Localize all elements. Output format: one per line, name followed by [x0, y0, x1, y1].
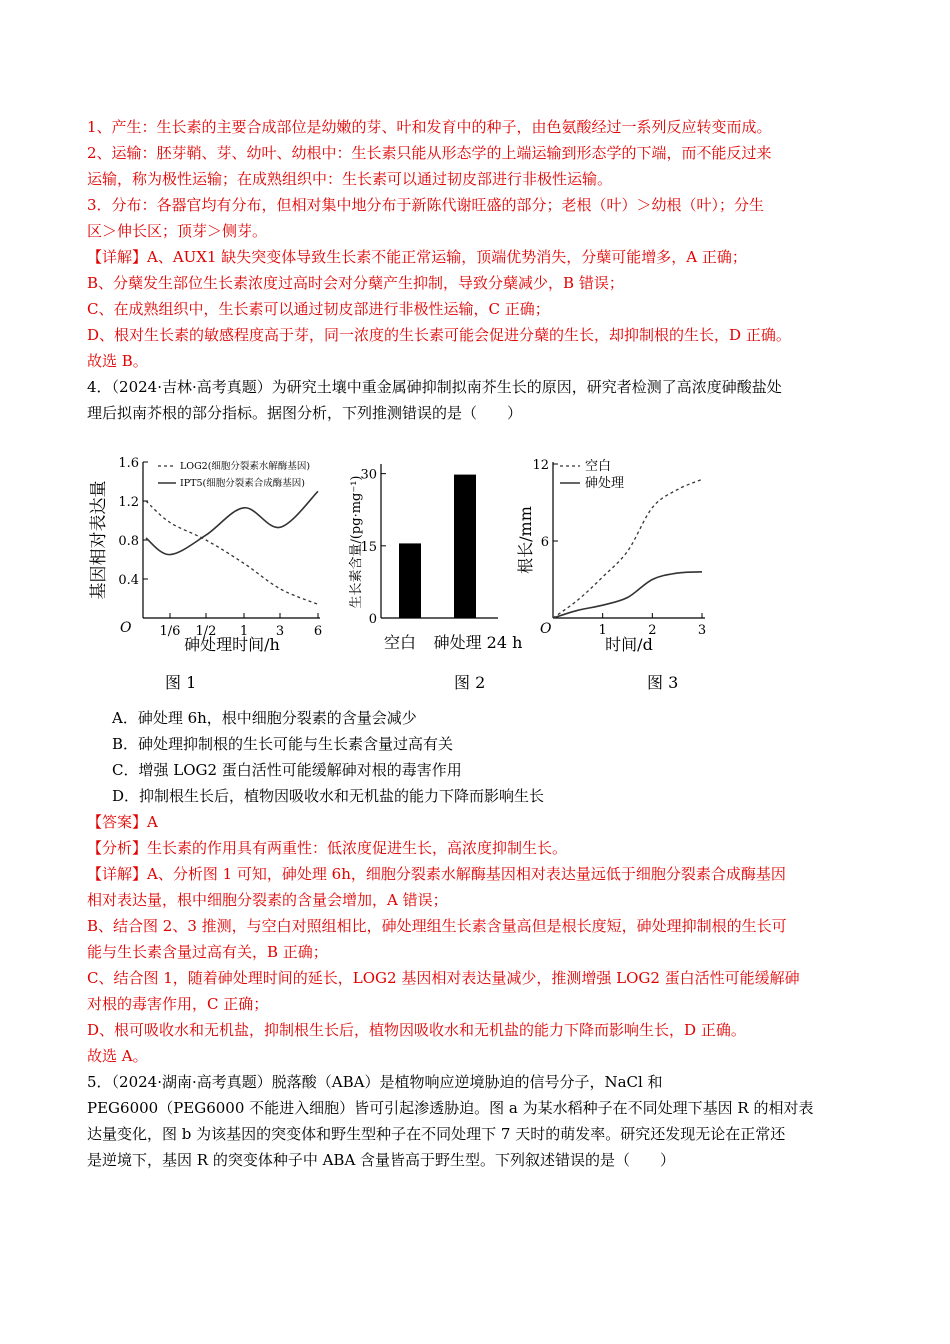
fig2-ylabel: 生长素含量/(pg·mg⁻¹): [349, 475, 364, 609]
fig2-cat-blank: 空白: [383, 633, 417, 652]
legend-log2: LOG2(细胞分裂素水解酶基因): [180, 461, 311, 472]
fig3-ytick-label: 12: [532, 458, 549, 473]
fig1-xtick-label: 1: [239, 624, 249, 639]
fig3-xtick-label: 3: [697, 623, 707, 638]
fig2-ytick-label: 0: [368, 612, 377, 627]
fig3-xlabel: 时间/d: [605, 635, 653, 654]
question-5-stem: PEG6000（PEG6000 不能进入细胞）皆可引起渗透胁迫。图 a 为某水稻种子在不同处理下基因 R 的相对表: [87, 1099, 814, 1117]
fig1-xlabel: 砷处理时间/h: [184, 635, 280, 654]
detail-line: C、结合图 1，随着砷处理时间的延长，LOG2 基因相对表达量减少，推测增强 LOG2 蛋白活性可能缓解砷: [87, 969, 800, 987]
detail-line: B、结合图 2、3 推测，与空白对照组相比，砷处理组生长素含量高但是根长度短，砷处理抑制根的生长可: [87, 917, 787, 935]
ipt5-line: [146, 491, 318, 554]
fig1-caption: 图 1: [165, 673, 197, 692]
fig1-origin: O: [120, 620, 132, 636]
intro-knowledge: [87, 114, 862, 426]
detail-line: 【详解】A、AUX1 缺失突变体导致生长素不能正常运输，顶端优势消失，分蘖可能增多，A 正确；: [87, 248, 747, 266]
intro-line: 1、产生：生长素的主要合成部位是幼嫩的芽、叶和发育中的种子，由色氨酸经过一系列反应转变而成。: [87, 118, 772, 136]
bar-arsenic: [454, 475, 476, 618]
option-c[interactable]: C．增强 LOG2 蛋白活性可能缓解砷对根的毒害作用: [112, 761, 462, 779]
analysis: 【分析】生长素的作用具有两重性：低浓度促进生长，高浓度抑制生长。: [87, 839, 568, 857]
figure-3: [516, 458, 706, 692]
legend-blank: 空白: [585, 459, 612, 474]
fig1-ylabel: 基因相对表达量: [89, 480, 109, 600]
intro-line: 3．分布：各器官均有分布，但相对集中地分布于新陈代谢旺盛的部分；老根（叶）＞幼根（叶）；分生: [87, 196, 765, 214]
fig3-ytick-label: 6: [540, 535, 549, 550]
intro-line: 区＞伸长区；顶芽＞侧芽。: [87, 222, 268, 240]
detail-line: B、分蘖发生部位生长素浓度过高时会对分蘖产生抑制，导致分蘖减少，B 错误；: [87, 274, 624, 292]
detail-line: D、根可吸收水和无机盐，抑制根生长后，植物因吸收水和无机盐的能力下降而影响生长，D 正确。: [87, 1021, 746, 1039]
answer: 【答案】A: [87, 813, 158, 831]
fig1-xtick-label: 1/2: [195, 624, 217, 639]
question-4-figures: [89, 450, 718, 700]
detail-line: 【详解】A、分析图 1 可知，砷处理 6h，细胞分裂素水解酶基因相对表达量远低于细胞分裂素合成酶基因: [87, 865, 786, 883]
fig3-xtick-label: 1: [598, 623, 607, 638]
question-4-body: [87, 705, 862, 1173]
question-4-stem: 理后拟南芥根的部分指标。据图分析，下列推测错误的是（ ）: [87, 404, 523, 422]
option-b[interactable]: B．砷处理抑制根的生长可能与生长素含量过高有关: [112, 735, 454, 753]
legend-arsenic: 砷处理: [585, 476, 625, 491]
question-5-stem: 是逆境下，基因 R 的突变体种子中 ABA 含量皆高于野生型。下列叙述错误的是（ ）: [87, 1151, 676, 1169]
detail-line: 能与生长素含量过高有关，B 正确；: [87, 943, 328, 961]
fig3-caption: 图 3: [647, 673, 679, 692]
option-a[interactable]: A．砷处理 6h，根中细胞分裂素的含量会减少: [112, 709, 417, 727]
figure-2: [348, 464, 522, 692]
question-4-stem: 4．（2024·吉林·高考真题）为研究土壤中重金属砷抑制拟南芥生长的原因，研究者检测了高浓度砷酸盐处: [87, 378, 782, 396]
fig3-ylabel: 根长/mm: [516, 506, 535, 574]
detail-line: 对根的毒害作用，C 正确；: [87, 995, 269, 1013]
figures-svg: [89, 450, 718, 700]
fig1-ytick-label: 0.4: [118, 573, 139, 588]
legend-ipt5: IPT5(细胞分裂素合成酶基因): [180, 478, 305, 489]
detail-line: C、在成熟组织中，生长素可以通过韧皮部进行非极性运输，C 正确；: [87, 300, 550, 318]
intro-line: 运输，称为极性运输；在成熟组织中：生长素可以通过韧皮部进行非极性运输。: [87, 170, 613, 188]
arsenic-line: [553, 572, 702, 618]
fig1-ytick-label: 1.6: [118, 456, 139, 471]
fig1-xtick-label: 3: [275, 624, 285, 639]
fig2-ytick-label: 30: [360, 467, 377, 483]
fig1-ytick-label: 0.8: [118, 534, 139, 549]
detail-line: 故选 B。: [87, 352, 148, 370]
fig2-caption: 图 2: [454, 673, 486, 692]
fig2-cat-arsenic: 砷处理 24 h: [433, 633, 523, 652]
fig3-xtick-label: 2: [648, 623, 657, 638]
question-5-stem: 达量变化，图 b 为该基因的突变体和野生型种子在不同处理下 7 天时的萌发率。研究还发现无论在正常还: [87, 1125, 786, 1143]
figure-1: [89, 456, 322, 692]
bar-blank: [399, 543, 421, 618]
intro-line: 2、运输：胚芽鞘、芽、幼叶、幼根中：生长素只能从形态学的上端运输到形态学的下端，而不能反过来: [87, 144, 772, 162]
detail-line: 故选 A。: [87, 1047, 148, 1065]
option-d[interactable]: D．抑制根生长后，植物因吸收水和无机盐的能力下降而影响生长: [112, 787, 545, 805]
fig1-ytick-label: 1.2: [118, 495, 139, 510]
detail-line: D、根对生长素的敏感程度高于芽，同一浓度的生长素可能会促进分蘖的生长，却抑制根的生长，D 正确。: [87, 326, 791, 344]
detail-line: 相对表达量，根中细胞分裂素的含量会增加，A 错误；: [87, 891, 448, 909]
log2-line: [146, 501, 318, 604]
fig2-ytick-label: 15: [360, 539, 377, 555]
fig1-xtick-label: 6: [313, 624, 323, 639]
question-5-stem: 5．（2024·湖南·高考真题）脱落酸（ABA）是植物响应逆境胁迫的信号分子，NaCl 和: [87, 1073, 663, 1091]
fig1-xtick-label: 1/6: [159, 624, 181, 639]
fig3-origin: O: [540, 621, 552, 637]
